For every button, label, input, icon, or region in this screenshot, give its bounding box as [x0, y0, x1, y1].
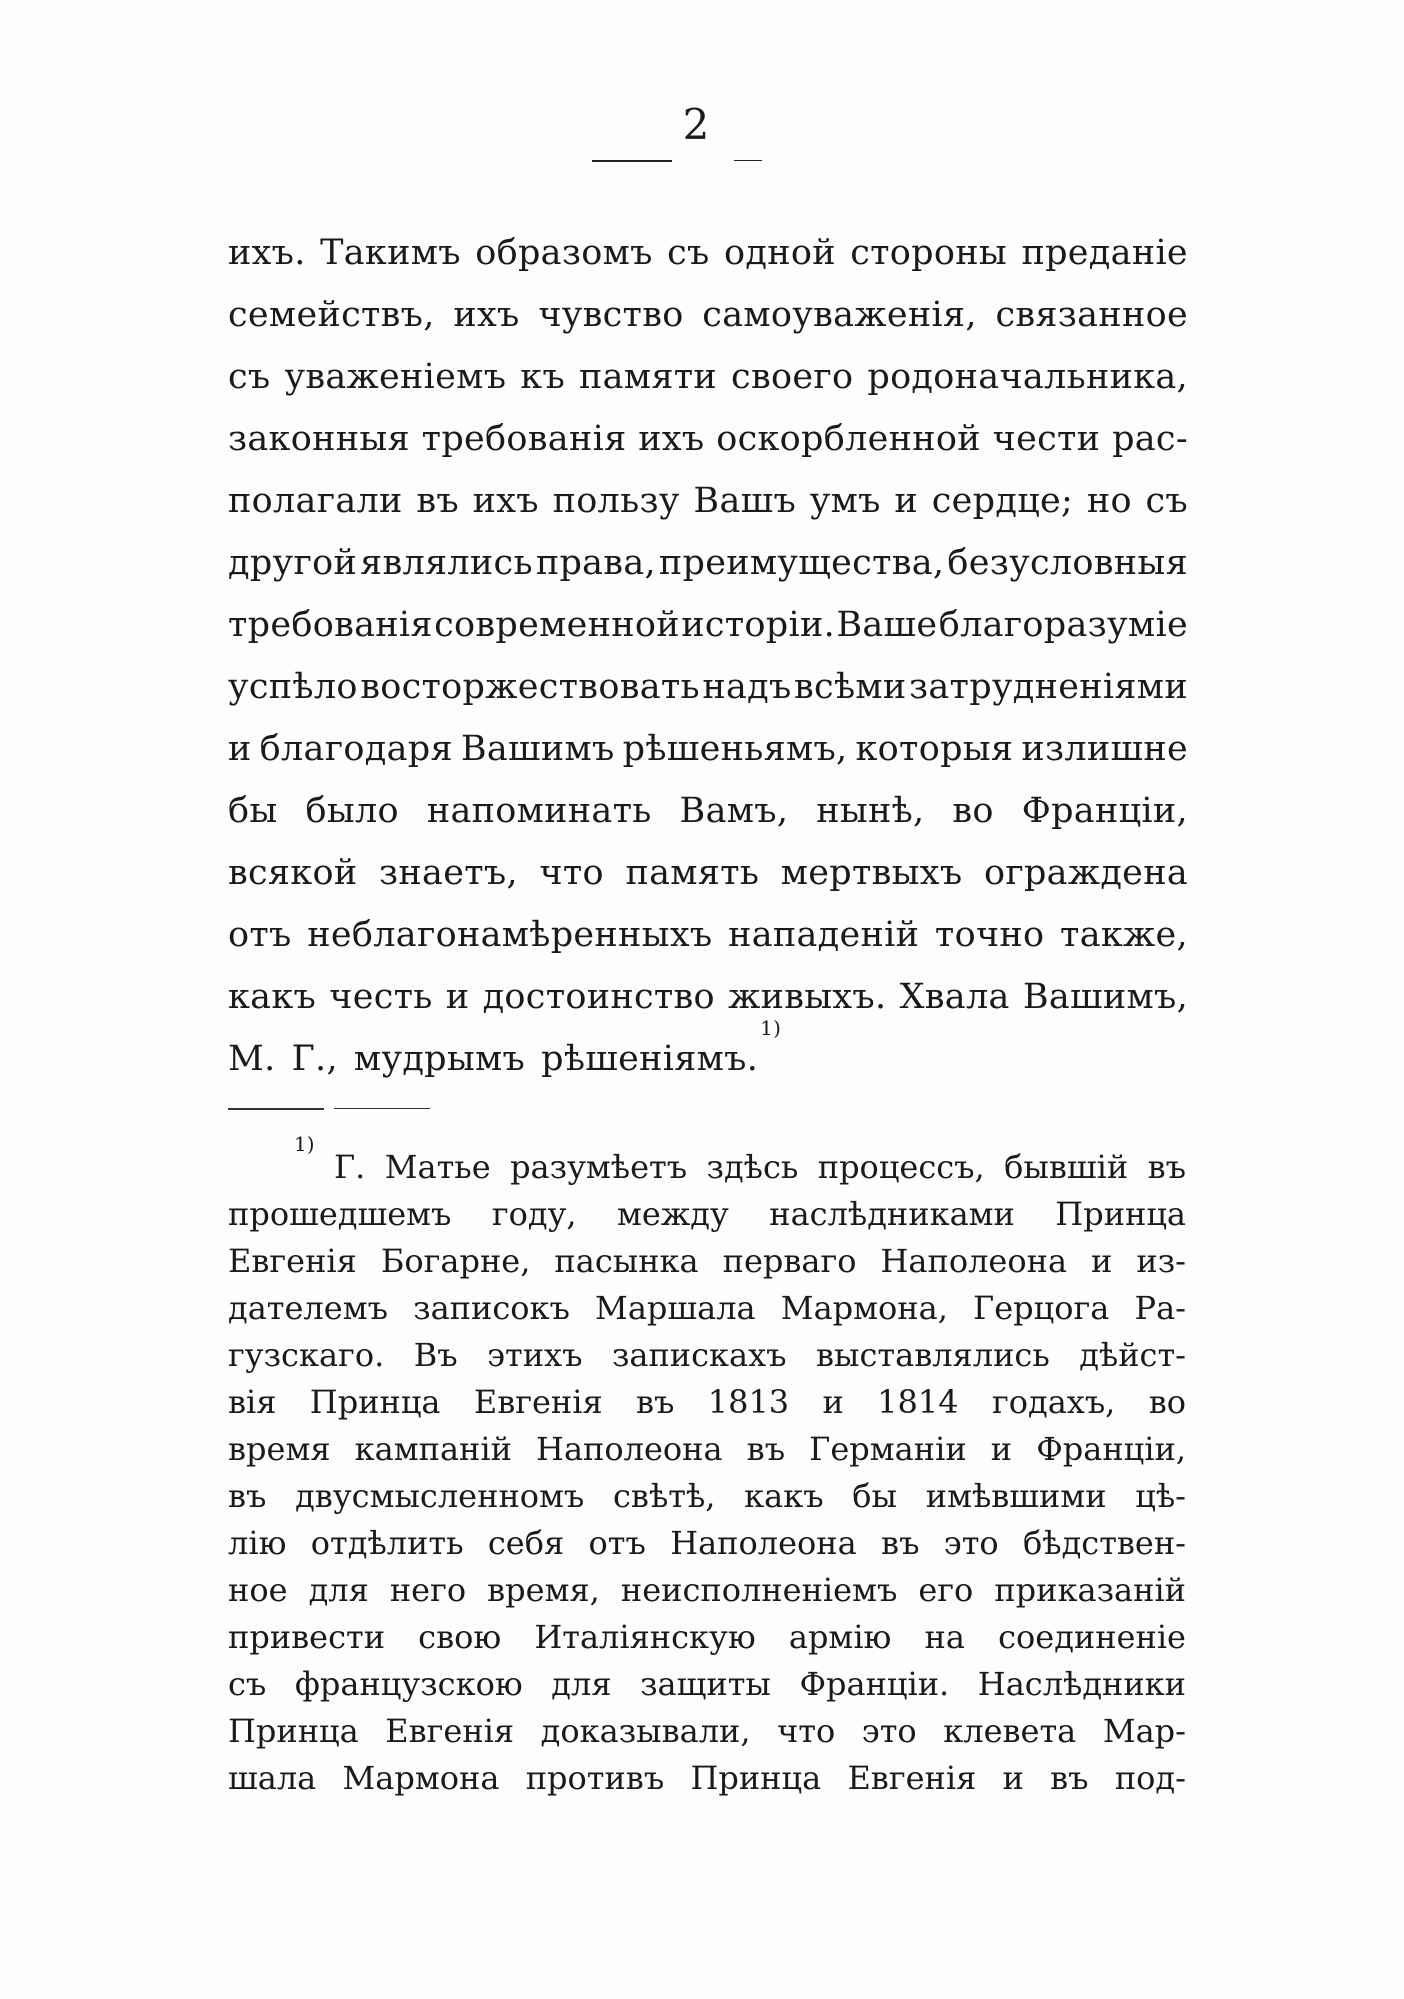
footnote-reference: 1): [760, 1016, 782, 1040]
word: годахъ,: [991, 1383, 1116, 1421]
word: рѣшеніямъ.: [541, 1039, 759, 1079]
word: стороны: [850, 233, 1008, 273]
word: излишне: [1021, 729, 1188, 769]
word: соединеніе: [998, 1618, 1186, 1656]
word: въ: [1147, 1148, 1186, 1186]
word: Принца: [309, 1383, 441, 1421]
word: прошедшемъ: [228, 1195, 452, 1233]
word: его: [918, 1571, 974, 1609]
word: между: [617, 1195, 729, 1233]
word: Евгенія: [847, 1759, 977, 1797]
word: и: [228, 729, 252, 769]
word: Такимъ: [320, 233, 461, 273]
footnote-line: [228, 1755, 1186, 1802]
word: какъ: [228, 977, 317, 1017]
word: запискахъ: [611, 1336, 787, 1374]
word: свѣтѣ,: [613, 1477, 716, 1515]
word: это: [943, 1524, 999, 1562]
word: Маршала: [595, 1289, 756, 1327]
word: Хвала: [899, 977, 1010, 1017]
text-line: [228, 470, 1188, 532]
word: Г.: [333, 1148, 366, 1186]
header-rule: [592, 160, 672, 162]
word: также,: [1060, 915, 1188, 955]
word: ное: [228, 1571, 288, 1609]
word: противъ: [525, 1759, 665, 1797]
word: армію: [788, 1618, 892, 1656]
word: знаетъ,: [379, 853, 518, 893]
word: Въ: [413, 1336, 458, 1374]
word: Евгенія: [473, 1383, 603, 1421]
word: Наслѣдники: [977, 1665, 1186, 1703]
word: на: [924, 1618, 965, 1656]
word: своего: [731, 357, 854, 397]
word: нападеній: [728, 915, 920, 955]
word: свою: [418, 1618, 502, 1656]
text-line: [228, 346, 1188, 408]
word: Франціи,: [1021, 791, 1188, 831]
word: Наполеона: [536, 1430, 723, 1468]
word: Вашимъ,: [1022, 977, 1188, 1017]
word: ихъ.: [228, 233, 306, 273]
word: въ: [416, 481, 459, 521]
word: бывшій: [1004, 1148, 1129, 1186]
word: лію: [228, 1524, 287, 1562]
header-rule-short: [734, 160, 762, 161]
word: неблагонамѣренныхъ: [307, 915, 713, 955]
word: Герцога: [973, 1289, 1110, 1327]
word: и: [894, 481, 919, 521]
word: здѣсь: [706, 1148, 799, 1186]
word: пользу: [552, 481, 680, 521]
word: Евгенія: [228, 1242, 357, 1280]
word: Матье: [384, 1148, 491, 1186]
word: Вашъ: [693, 481, 797, 521]
footnote-line: [228, 1379, 1186, 1426]
word: живыхъ.: [728, 977, 887, 1017]
word: всякой: [228, 853, 358, 893]
word: благоразуміе: [938, 605, 1188, 645]
word: Наполеона: [670, 1524, 857, 1562]
word: нынѣ,: [816, 791, 925, 831]
footnote-line: [228, 1473, 1186, 1520]
word: въ: [228, 1477, 267, 1515]
word: Принца: [228, 1712, 359, 1750]
text-line: [228, 966, 1188, 1028]
word: напоминать: [426, 791, 652, 831]
text-line: [228, 222, 1188, 284]
word: перваго: [722, 1242, 857, 1280]
word: это: [861, 1712, 917, 1750]
word: привести: [228, 1618, 386, 1656]
word: было: [305, 791, 399, 831]
word: Ра-: [1134, 1289, 1186, 1327]
word: и: [1091, 1242, 1113, 1280]
word: память: [625, 853, 760, 893]
word: году,: [491, 1195, 577, 1233]
word: записокъ: [413, 1289, 570, 1327]
word: имѣвшими: [925, 1477, 1107, 1515]
word: мудрымъ: [353, 1039, 526, 1079]
word: въ: [636, 1383, 675, 1421]
word: отдѣлить: [310, 1524, 464, 1562]
word: 1813: [707, 1383, 790, 1421]
word: къ: [520, 357, 566, 397]
word: защиты: [640, 1665, 771, 1703]
word: рѣшеньямъ,: [622, 729, 848, 769]
word: ихъ: [638, 419, 705, 459]
word: какъ: [744, 1477, 824, 1515]
word: самоуваженія,: [702, 295, 977, 335]
word: съ: [667, 233, 710, 273]
word: неисполненіемъ: [620, 1571, 898, 1609]
word: пасынка: [554, 1242, 699, 1280]
word: Ваше: [836, 605, 938, 645]
word: Вашимъ: [460, 729, 615, 769]
word: под-: [1114, 1759, 1186, 1797]
footnote-line: [228, 1520, 1186, 1567]
word: въ: [746, 1430, 786, 1468]
word: и: [1002, 1759, 1024, 1797]
word: родоначальника,: [867, 357, 1188, 397]
word: ограждена: [983, 853, 1188, 893]
word: отъ: [588, 1524, 646, 1562]
word: двусмысленномъ: [295, 1477, 585, 1515]
word: одной: [723, 233, 836, 273]
word: гузскаго.: [228, 1336, 385, 1374]
text-line: [228, 780, 1188, 842]
word: памяти: [579, 357, 718, 397]
word: приказаній: [994, 1571, 1186, 1609]
word: Франціи,: [1036, 1430, 1186, 1468]
footnote-line: [228, 1332, 1186, 1379]
text-line: [228, 1016, 1188, 1090]
word: Г.,: [291, 1039, 338, 1079]
word: другой: [228, 543, 358, 583]
word: во: [1148, 1383, 1186, 1421]
word: и: [990, 1430, 1013, 1468]
word: что: [777, 1712, 836, 1750]
word: связанное: [995, 295, 1188, 335]
text-line: [228, 842, 1188, 904]
word: семействъ,: [228, 295, 435, 335]
word: Принца: [690, 1759, 822, 1797]
footnote-line: [228, 1614, 1186, 1661]
word: права,: [535, 543, 656, 583]
word: точно: [934, 915, 1045, 955]
word: преданіе: [1021, 233, 1188, 273]
word: рас-: [1112, 419, 1188, 459]
text-line: [228, 656, 1188, 718]
word: него: [389, 1571, 467, 1609]
word: всѣми: [794, 667, 907, 707]
word: бы: [852, 1477, 898, 1515]
word: процессъ,: [817, 1148, 985, 1186]
word: въ: [1050, 1759, 1089, 1797]
footnote-marker: 1): [294, 1132, 315, 1156]
word: надъ: [702, 667, 792, 707]
footnote-line: [228, 1426, 1186, 1473]
word: образомъ: [475, 233, 653, 273]
word: уваженіемъ: [284, 357, 507, 397]
word: для: [308, 1571, 369, 1609]
word: для: [551, 1665, 612, 1703]
word: благодаря: [259, 729, 453, 769]
word: этихъ: [487, 1336, 583, 1374]
word: что: [539, 853, 604, 893]
word: безусловныя: [947, 543, 1188, 583]
word: являлись: [360, 543, 533, 583]
footnote-line: [228, 1191, 1186, 1238]
word: себя: [487, 1524, 565, 1562]
word: Германіи: [809, 1430, 967, 1468]
text-line: [228, 718, 1188, 780]
page-number: 2: [682, 100, 710, 149]
word: съ: [228, 357, 271, 397]
word: сердце;: [931, 481, 1074, 521]
word: законныя: [228, 419, 410, 459]
word: Италіянскую: [534, 1618, 756, 1656]
footnote-separator-short: [334, 1108, 430, 1109]
word: из-: [1136, 1242, 1186, 1280]
word: умъ: [809, 481, 881, 521]
word: успѣло: [228, 667, 358, 707]
word: требованія: [421, 419, 627, 459]
word: во: [952, 791, 994, 831]
word: съ: [228, 1665, 267, 1703]
word: ихъ: [472, 481, 539, 521]
word: время: [228, 1430, 331, 1468]
text-line: [228, 532, 1188, 594]
word: Мар-: [1102, 1712, 1186, 1750]
footnote-line: [228, 1708, 1186, 1755]
text-line: [228, 594, 1188, 656]
word: Вамъ,: [679, 791, 789, 831]
word: Принца: [1055, 1195, 1186, 1233]
word: Богарне,: [380, 1242, 531, 1280]
word: затрудненіями: [908, 667, 1188, 707]
word: современной: [434, 605, 680, 645]
footnote-line: [228, 1567, 1186, 1614]
word: отъ: [228, 915, 292, 955]
word: бѣдствен-: [1023, 1524, 1186, 1562]
word: преимущества,: [658, 543, 945, 583]
word: Мармона,: [780, 1289, 948, 1327]
word: доказывали,: [540, 1712, 751, 1750]
word: шала: [228, 1759, 317, 1797]
word: дѣйст-: [1079, 1336, 1186, 1374]
word: мертвыхъ: [780, 853, 963, 893]
word: и: [822, 1383, 844, 1421]
word: и: [445, 977, 470, 1017]
word: М.: [228, 1039, 276, 1079]
word: бы: [228, 791, 278, 831]
word: Евгенія: [385, 1712, 515, 1750]
word: восторжествовать: [360, 667, 700, 707]
word: ихъ: [453, 295, 520, 335]
word: Наполеона: [880, 1242, 1068, 1280]
word: время,: [487, 1571, 600, 1609]
footnote-line: [228, 1132, 1186, 1191]
word: дателемъ: [228, 1289, 388, 1327]
word: Мармона: [342, 1759, 500, 1797]
word: Франціи.: [799, 1665, 950, 1703]
word: чести: [992, 419, 1101, 459]
word: кампаній: [354, 1430, 512, 1468]
word: клевета: [943, 1712, 1077, 1750]
footnote-line: [228, 1661, 1186, 1708]
word: но: [1086, 481, 1132, 521]
footnote-line: [228, 1285, 1186, 1332]
word: наслѣдниками: [769, 1195, 1015, 1233]
word: чувство: [538, 295, 684, 335]
word: достоинство: [482, 977, 715, 1017]
text-line: [228, 284, 1188, 346]
word: разумѣетъ: [510, 1148, 688, 1186]
word: 1814: [877, 1383, 959, 1421]
word: вія: [228, 1383, 277, 1421]
word: полагали: [228, 481, 403, 521]
text-line: [228, 408, 1188, 470]
footnote-text: [228, 1132, 1186, 1802]
word: которыя: [855, 729, 1014, 769]
word: выставлялись: [816, 1336, 1050, 1374]
word: оскорбленной: [716, 419, 981, 459]
word: французскою: [294, 1665, 523, 1703]
word: цѣ-: [1135, 1477, 1186, 1515]
word: съ: [1145, 481, 1188, 521]
word: въ: [881, 1524, 920, 1562]
text-line: [228, 904, 1188, 966]
word: исторіи.: [681, 605, 836, 645]
word: честь: [329, 977, 433, 1017]
footnote-line: [228, 1238, 1186, 1285]
word: требованія: [228, 605, 433, 645]
main-text: [228, 222, 1188, 1090]
footnote-separator: [228, 1108, 324, 1110]
